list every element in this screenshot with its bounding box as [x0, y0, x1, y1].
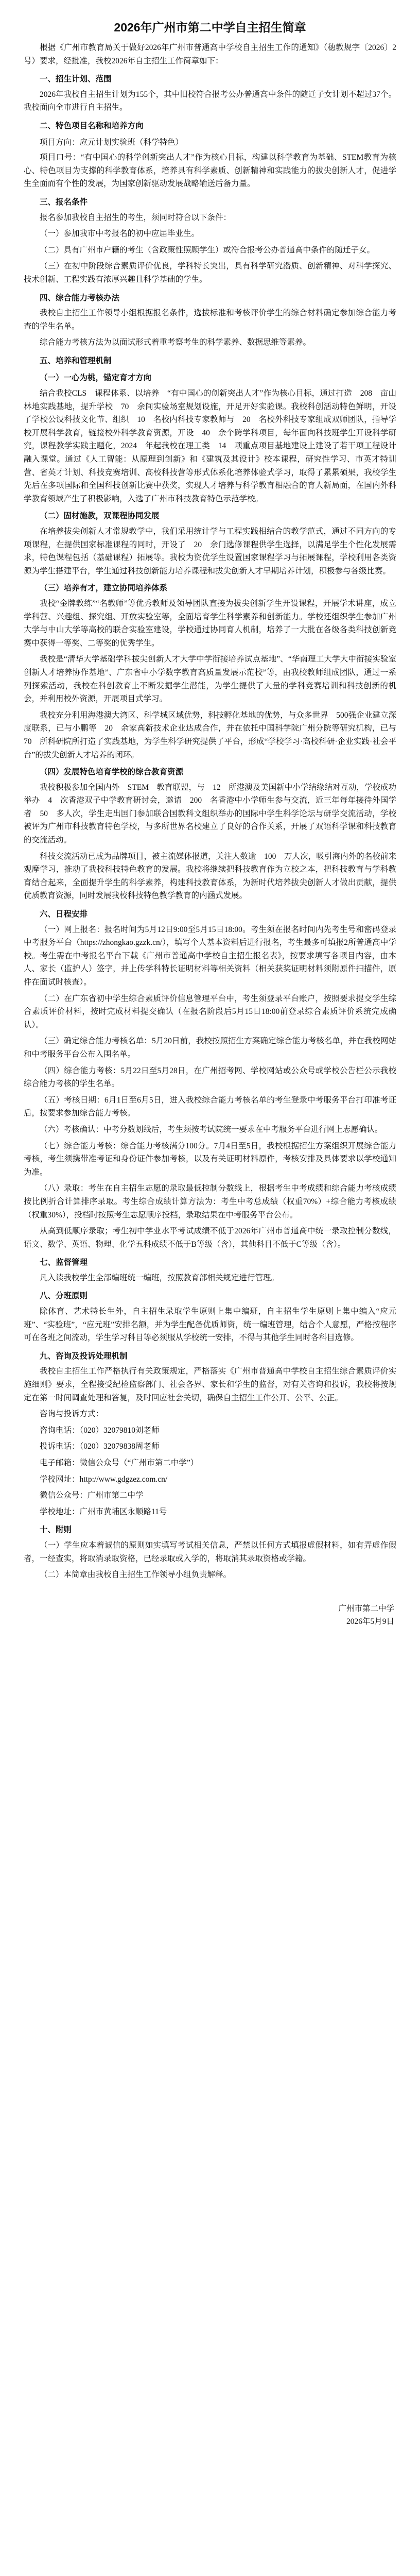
signature-date: 2026年5月9日 — [346, 1617, 394, 1626]
list-item: （一）学生应本着诚信的原则如实填写考试相关信息，严禁以任何方式填报虚假材料，如有弄虚作假者，一经查实，将取消录取资格，已经录取或入学的，将取消其录取资格或学籍。 — [24, 1540, 396, 1563]
program-direction: 项目方向：应元计划实验班（科学特色） — [40, 138, 184, 147]
section-heading-complaints: 九、咨询及投诉处理机制 — [40, 1351, 128, 1361]
page-title: 2026年广州市第二中学自主招生简章 — [114, 21, 306, 34]
paragraph: 我校自主招生工作领导小组根据报名条件，选拔标准和考核评价学生的综合材料确定参加综合能力考查的学生名单。 — [24, 309, 396, 331]
paragraph: 项目口号：“有中国心的科学创新突出人才”作为核心目标，构建以科学教育为基础、STEM教育为核心、特色项目为支撑的科学教育体系，培养具有科学素质、创新精神和实践能力的拔尖创新人才，促进学生全面而有个性的发展，为国家创新驱动发展战略输送后备力量。 — [24, 153, 396, 189]
list-item: （四）综合能力考核：5月22日至5月28日，在广州招考网、学校网站或公众号或学校公告栏公示我校综合能力考核的学生名单。 — [24, 1066, 396, 1089]
section-heading-program: 二、特色项目名称和培养方向 — [40, 121, 144, 130]
contact-address: 学校地址：广州市黄埔区永顺路11号 — [40, 1507, 167, 1516]
signature-school: 广州市第二中学 — [338, 1604, 394, 1613]
subsection-heading: （二）固材施教，双课程协同发展 — [40, 512, 160, 521]
list-item: （三）在初中阶段综合素质评价优良，学科特长突出，具有科学研究潜质、创新精神、对科学探究、技术创新、工程实践有浓厚兴趣且科学基础的学生。 — [24, 262, 396, 284]
section-heading-class-division: 八、分班原则 — [40, 1292, 88, 1301]
contact-phone: 咨询电话：（020）32079810刘老师 — [40, 1426, 160, 1435]
paragraph: 我校充分利用海港澳大湾区、科学城区域优势，科技孵化基地的优势，与众多世界 500强企业建立深度联系，已与小鹏等 20 余家高新技术企业达成合作，并在依托中国科学院广州分院等研究机构，已与 70 所科研院所打造了实践基地，为学生科学研究提供了平台，形成“学校学习·高校科研·企业实践·社会平台”的拔尖创新人才培养的闭环。 — [24, 710, 405, 759]
contact-complaint-phone: 投诉电话：（020）32079838周老师 — [40, 1442, 160, 1451]
contact-wechat: 微信公众号：广州市第二中学 — [40, 1491, 144, 1500]
contact-email: 电子邮箱：微信公众号（“广州市第二中学”） — [40, 1459, 199, 1467]
signature-block — [24, 1602, 396, 1629]
subsection-heading: （一）一心为桃，锚定育才方向 — [40, 374, 152, 383]
section-heading-assessment: 四、综合能力考核办法 — [40, 293, 120, 302]
list-item: （二）在广东省初中学生综合素质评价信息管理平台中，考生须登录平台账户，按照要求提交学生综合素质评价材料，按时完成材料提交确认（在报名阶段后5月15日18:00前登录综合素质评价系统完成确认）。 — [24, 994, 396, 1029]
list-item: （二）本简章由我校自主招生工作领导小组负责解释。 — [40, 1570, 232, 1580]
section-heading-supervision: 七、监督管理 — [40, 1258, 88, 1267]
section-heading-training: 五、培养和管理机制 — [40, 356, 112, 365]
paragraph: 除体育、艺术特长生外，自主招生录取学生原则上集中编班，自主招生学生原则上集中编入“应元班”、“实验班”，“应元班”安排名额，并为学生配备优质师资，统一编班管理，结合个人意愿，严格按程序可在各班之间流动，学生学习科目等必须服从学校统一安排，不得与其他学生同时各科目选修。 — [24, 1307, 396, 1343]
contact-website-link[interactable]: 学校网址：http://www.gdgzez.com.cn/ — [40, 1475, 168, 1484]
paragraph: 从高到低顺序录取；考生初中学业水平考试成绩不低于2026年广州市普通高中统一录取控制分数线，语文、数学、英语、物理、化学五科成绩不低于B等级（含），其他科目不低于C等级（含）。 — [24, 1227, 396, 1249]
list-item: （八）录取：考生在自主招生志愿的录取最低控制分数线上，根据考生中考成绩和综合能力考核成绩按比例折合计算排序录取。考生综合成绩计算方法为：考生中考总成绩（权重70%）+综合能力考核成绩（权重30%），投档时按照考生志愿顺序投档，录取结果在中考服务平台公布。 — [24, 1184, 396, 1219]
paragraph: 综合能力考核方法为以面试形式着重考察考生的科学素养、数据思维等素养。 — [40, 338, 311, 347]
list-item: （一）网上报名：报名时间为5月12日9:00至5月15日18:00。考生须在报名时间内先考生号和密码登录中考服务平台（https://zhongkao.gzzk.cn/），填写个人基本资料后进行报名，考生最多可填报2所普通高中学校。考生需在中考报名平台下载《广州市普通高中学校自主招生报名表》，按要求填写各项目内容，由本人、家长（监护人）签字，并上传学科特长证明材料等相关资料（相关获奖证明材料须附原件扫描件，原件在面试时核查）。 — [24, 925, 396, 987]
paragraph: 在培养拔尖创新人才常规教学中，我们采用统计学与工程实践相结合的教学范式，通过不同方向的专项课程，在提供国家标准课程的同时，开设了 20 余门选修课程供学生选择，以满足学生个性化发展需求，特色课程包括（基础课程）拓展等。我校为资优学生设置国家课程学习与拓展课程，学校利用各类资源为学生搭建平台，学生通过科技创新能力培养课程和拔尖创新人才早期培养计划，积极参与各级比赛。 — [24, 527, 396, 575]
paragraph: 我校“金牌教练”“名教师”等优秀教师及领导团队直接为拔尖创新学生开设课程，开展学术讲座，成立学科营、兴趣组、探究组、开放实验室等，全面培育学生科学素养和创新能力。学校还组织学生参加广州大学与中山大学等高校的联合实验室建设，学校通过协同育人机制，培养了一大批在各级各类科技创新竞赛中获得一等奖、二等奖的优秀学生。 — [24, 599, 396, 648]
list-item: （一）参加我市中考报名的初中应届毕业生。 — [40, 229, 200, 239]
section-heading-quota: 一、招生计划、范围 — [40, 75, 112, 84]
paragraph: 我校自主招生工作严格执行有关政策规定，严格落实《广州市普通高中学校自主招生综合素质评价实施细则》要求，全程接受纪检监察部门、社会各界、家长和学生的监督，对有关咨询和投诉，我校将按规定在第一时间调查处理和答复，及时回应社会关切，确保自主招生工作公开、公平、公正。 — [24, 1367, 396, 1402]
section-heading-schedule: 六、日程安排 — [40, 910, 88, 919]
subsection-heading: （四）发展特色培育学校的综合教育资源 — [40, 768, 184, 777]
paragraph: 凡入读我校学生全部编班统一编班，按照教育部相关规定进行管理。 — [40, 1273, 279, 1282]
list-item: （七）综合能力考核：综合能力考核满分100分。7月4日至5日，我校根据招生方案组织开展综合能力考核，考生须携带准考证和身份证件参加考核，以及有关证明材料原件，考核安排及具体要求以学校通知为准。 — [24, 1141, 396, 1177]
paragraph: 我校积极参加全国内外 STEM 教育联盟，与 12 所港澳及美国新中小学结缘结对互动，学校成功举办 4 次香港双子中学教育研讨会，邀请 200 名香港中小学师生参与交流，近三年每年接待外国学者 50 多人次，学生走出国门参加联合国教科文组织举办的国际中学生科学论坛与研学交流活动，学校被评为广州市科技教育特色学校，与多所世界名校建立了良好的合作关系，开展了双语科学课和科技教育的交流活动。 — [24, 783, 396, 845]
list-item: （五）考核日期：6月1日至6月5日，进入我校综合能力考核名单的考生登录中考服务平台打印准考证后，按要求参加综合能力考核。 — [24, 1095, 396, 1118]
section-heading-conditions: 三、报名条件 — [40, 197, 88, 207]
list-item: （六）考核确认：中考分数划线后，考生须按考试院统一要求在中考服务平台进行网上志愿确认。 — [40, 1125, 383, 1134]
intro-paragraph: 根据《广州市教育局关于做好2026年广州市普通高中学校自主招生工作的通知》（穗教规字〔2026〕2号）要求，经批准，我校2026年自主招生工作简章如下： — [24, 43, 396, 65]
paragraph: 结合我校CLS 课程体系、以培养 “有中国心的创新突出人才”作为核心目标，通过打造 208 亩山林地实践基地，提升学校 70 余间实验场室规划设施，开足开好实验课。我校科创活动特色鲜明，开设了学校公设科技文化节、组织 10 名校内科技专家教师与 20 名校外科技专家组成双师团队，指导学校开展科学教育，链接校外科学教育资源，开设 40 余个跨学科项目，每年面向科技班学生开设科学研究，课程教学实践主题化，2024 年起我校在理工类 14 项重点项目基地建设上建设了若干项工程设计融入课堂。通过《人工智能：从原理到创新》和《建筑及其设计》校本课程，研究性学习、市英才特训营、省英才计划、科技竞赛培训、高校科技营等形式体系化培养体验式学习，取得了累累硕果，我校学生先后在多项国际和全国科技创新比赛中获奖，实现人才培养与科学教育相融合的育人新局面，在国内外科学教育领域产生了积极影响，入选了广州市科技教育特色示范学校。 — [24, 389, 396, 503]
section-heading-appendix: 十、附则 — [40, 1526, 72, 1535]
paragraph: 报名参加我校自主招生的考生，须同时符合以下条件： — [40, 213, 232, 222]
paragraph: 科技交流活动已成为品牌项目，被主流媒体报道，关注人数逾 100 万人次，吸引海内外的名校前来观摩学习，推动了我校科技特色教育的发展。我校将继续把科技教育作为立校之本，把科技教育与学科教育结合起来，全面提升学生的科学素养，构建科技教育体系，为新时代培养拔尖创新人才做出贡献，提供优质教育资源，同时发展我校科技特色教学教育的内涵式发展。 — [24, 852, 396, 901]
subsection-heading: （三）培养有才，建立协同培养体系 — [40, 584, 168, 593]
paragraph: 2026年我校自主招生计划为155个，其中旧校符合报考公办普通高中条件的随迁子女计划不超过37个。我校面向全市进行自主招生。 — [24, 90, 396, 112]
paragraph: 我校是“清华大学基础学科拔尖创新人才大学中学衔接培养试点基地”、“华南理工大学大中衔接实验室创新人才培养协作基地”、广东省中小学数字教育高质量发展示范校”等，由我校教师组成团队，通过一系列探索活动，我校在科创教育上不断发掘学生潜能，为学生提供了大量的学科竞赛培训和科技创新的机会，并利用校外资源，开展项目式学习。 — [24, 655, 396, 704]
contacts-intro: 咨询与投诉方式： — [40, 1410, 104, 1419]
list-item: （二）具有广州市户籍的考生（含政策性照顾学生）或符合报考公办普通高中条件的随迁子女。 — [40, 245, 375, 255]
list-item: （三）确定综合能力考核名单：5月20日前，我校按照招生方案确定综合能力考核名单，并在我校网站和中考服务平台公布入围名单。 — [24, 1037, 396, 1059]
